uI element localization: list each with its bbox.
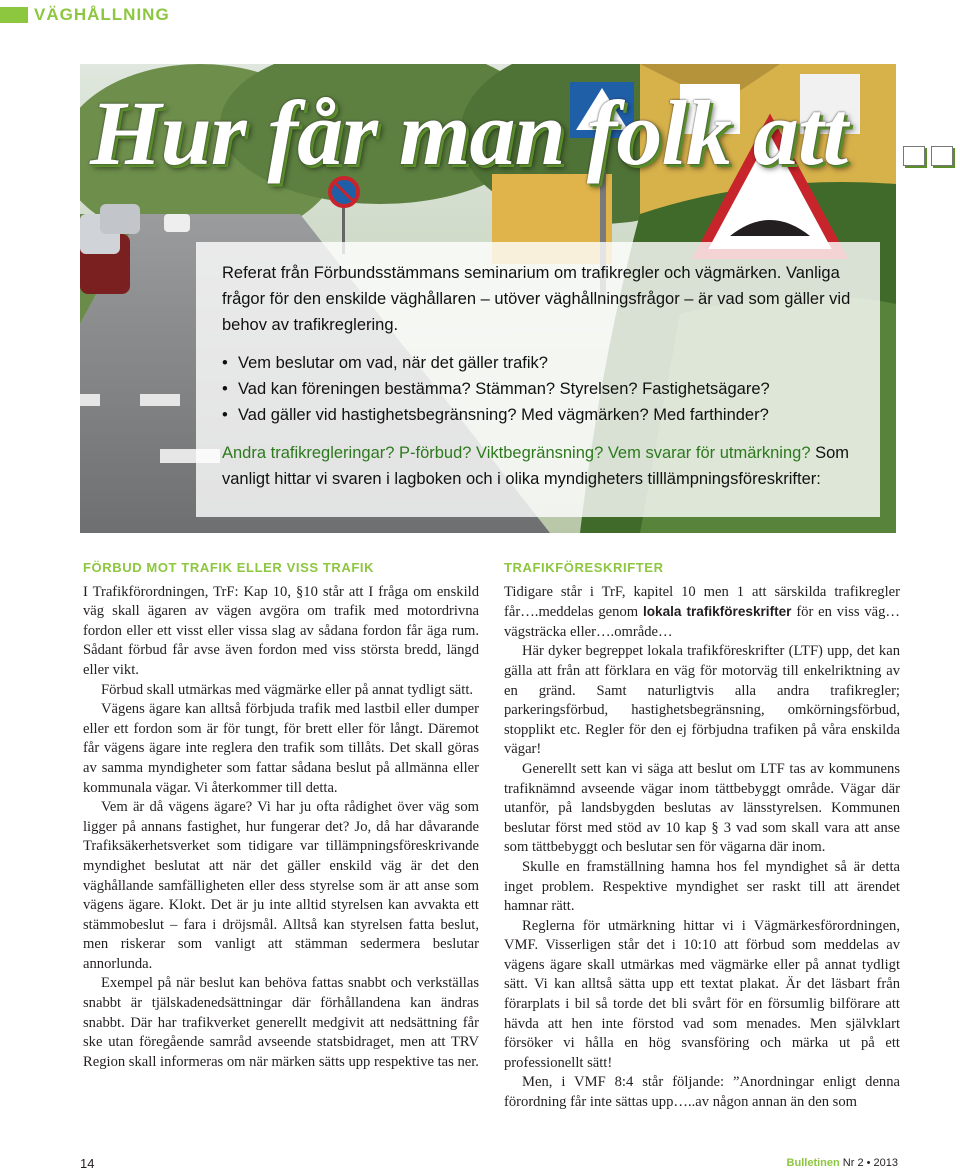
body-paragraph: Men, i VMF 8:4 står följande: ”Anordningar enligt denna förordning får inte sättas upp…..av någon annan än den som — [504, 1074, 900, 1111]
intro-answer: Som vanligt hittar vi svaren i lagboken och i olika myndigheters tilllämpningsföreskrifter: — [222, 444, 850, 488]
p1-text-end: för en viss väg…vägsträcka eller….område… — [504, 604, 901, 640]
body-paragraph: Skulle en framställning hamna hos fel myndighet så är detta inget problem. Respektive myndighet ser raskt till att ärendet hamnar rätt. — [504, 858, 900, 915]
intro-question-list — [222, 350, 872, 428]
intro-bullet: • Vem beslutar om vad, när det gäller trafik? — [222, 350, 872, 376]
section-color-bar — [0, 7, 28, 23]
body-paragraph: Förbud skall utmärkas med vägmärke eller på annat tydligt sätt. — [101, 681, 474, 698]
headline: Hur får man folk att — [90, 82, 848, 184]
ellipsis-dot — [931, 146, 953, 166]
intro-bullet: • Vad kan föreningen bestämma? Stämman? Styrelsen? Fastighetsägare? — [222, 376, 872, 402]
p1-text: Tidigare står i TrF, kapitel 10 men 1 att särskilda trafikregler får….meddelas genom — [504, 583, 900, 621]
body-paragraph: Här dyker begreppet lokala trafikföreskrifter (LTF) upp, det kan gälla att från att förklara en väg för motorväg till enkelriktning av en gränd. Samt naturligtvis alla andra trafikregler; parkeringsförbud, hastighetsbegränsning, omkörningsförbud, stopplikt etc. Regler för den ej förbjudna trafiken på våra enskilda vägar! — [504, 643, 900, 758]
body-paragraph: Generellt sett kan vi säga att beslut om LTF tas av kommunens trafiknämnd avseende vägar inom tättbebyggt område. Vägar där utanför, på landsbygden beslutas av länsstyrelsen. Kommunen beslutar först med stöd av 10 kap § 3 vad som skall vara att anse som tättbebyggt och beslutar sen för vägarna där inom. — [504, 760, 900, 856]
right-column-heading: TRAFIKFÖRESKRIFTER — [504, 560, 664, 575]
ellipsis-dot — [903, 146, 925, 166]
body-paragraph — [504, 583, 900, 643]
left-column — [83, 558, 479, 1072]
issue-label: Nr 2 • 2013 — [842, 1157, 898, 1169]
body-paragraph: Vem är då vägens ägare? Vi har ju ofta rådighet över väg som ligger på annans fastighet, hur fungerar det? Jo, då har dåvarande Trafiksäkerhetsverket som tidigare var tillämpningsföreskrivande myndighet beslutat att när det gäller enskild väg är det den väghållande samfälligheten eller dess styrelse som är att anse som vägens ägare. Klokt. Det är ju inte alltid styrelsen kan avvakta ett stämmobeslut – fara i dröjsmål. Alltså kan styrelsen fatta beslut, men riskerar som vanligt att stämman sedermera beslutar annorlunda. — [83, 799, 479, 972]
body-paragraph: Exempel på när beslut kan behöva fattas snabbt och verkställas snabbt är tjälskadenedsättningar där förhållandena kan ändras snabbt. Där har trafikverket generellt medgivit att nedsättning får ske utan föregående samråd avseende statsbidraget, men att TRV Region skall informeras om när märken sätts upp respektive tas ner. — [83, 975, 479, 1070]
intro-text — [222, 260, 872, 492]
intro-questions: Andra trafikregleringar? P-förbud? Viktbegränsning? Vem svarar för utmärkning? — [222, 444, 811, 462]
body-paragraph: I Trafikförordningen, TrF: Kap 10, §10 står att I fråga om enskild väg skall ägaren av vägen avgöra om trafik med motordrivna fordon eller ett visst eller vissa slag av sådana fordon får äga rum. Sådant förbud får avse även fordon med viss största bredd, längd eller vikt. — [83, 583, 479, 678]
right-column — [504, 558, 900, 1113]
intro-lead: Referat från Förbundsstämmans seminarium om trafikregler och vägmärken. Vanliga frågor för den enskilde väghållaren – utöver väghållningsfrågor – är vad som gäller vid behov av trafikreglering. — [222, 264, 851, 334]
section-tag — [0, 6, 170, 24]
body-paragraph: Vägens ägare kan alltså förbjuda trafik med lastbil eller dumper eller ett fordon som är för tungt, för brett eller för långt. Däremot får vägens ägare inte reglera den trafik som tillåts. Det skall göras av samma myndigheter som fattar sådana beslut på allmänna eller kommunala vägar. Vi återkommer till detta. — [83, 701, 479, 796]
p1-bold-term: lokala trafikföreskrifter — [642, 604, 792, 620]
page-number: 14 — [80, 1156, 95, 1171]
intro-bullet: • Vad gäller vid hastighetsbegränsning? Med vägmärken? Med farthinder? — [222, 402, 872, 428]
ellipsis-decoration — [903, 146, 953, 166]
body-paragraph: Reglerna för utmärkning hittar vi i Vägmärkesförordningen, VMF. Visserligen står det i 10:10 att förbud som meddelas av vägens ägare skall utmärkas med vägmärke eller på annat tydligt sätt. Vi kan alltså sätta upp ett textat plakat. Är det läsbart från förarplats i bil så torde det bli svårt för en försumlig bilförare att hävda att hen inte förstod vad som menades. Men självklart försöker vi hålla en hög svansföring och märka ut på ett professionellt sätt! — [504, 917, 900, 1071]
intro-closing — [222, 440, 872, 492]
magazine-name: Bulletinen — [786, 1157, 840, 1169]
section-label: VÄGHÅLLNING — [34, 5, 170, 24]
footer-publication — [787, 1157, 898, 1169]
left-column-heading: FÖRBUD MOT TRAFIK ELLER VISS TRAFIK — [83, 560, 375, 575]
